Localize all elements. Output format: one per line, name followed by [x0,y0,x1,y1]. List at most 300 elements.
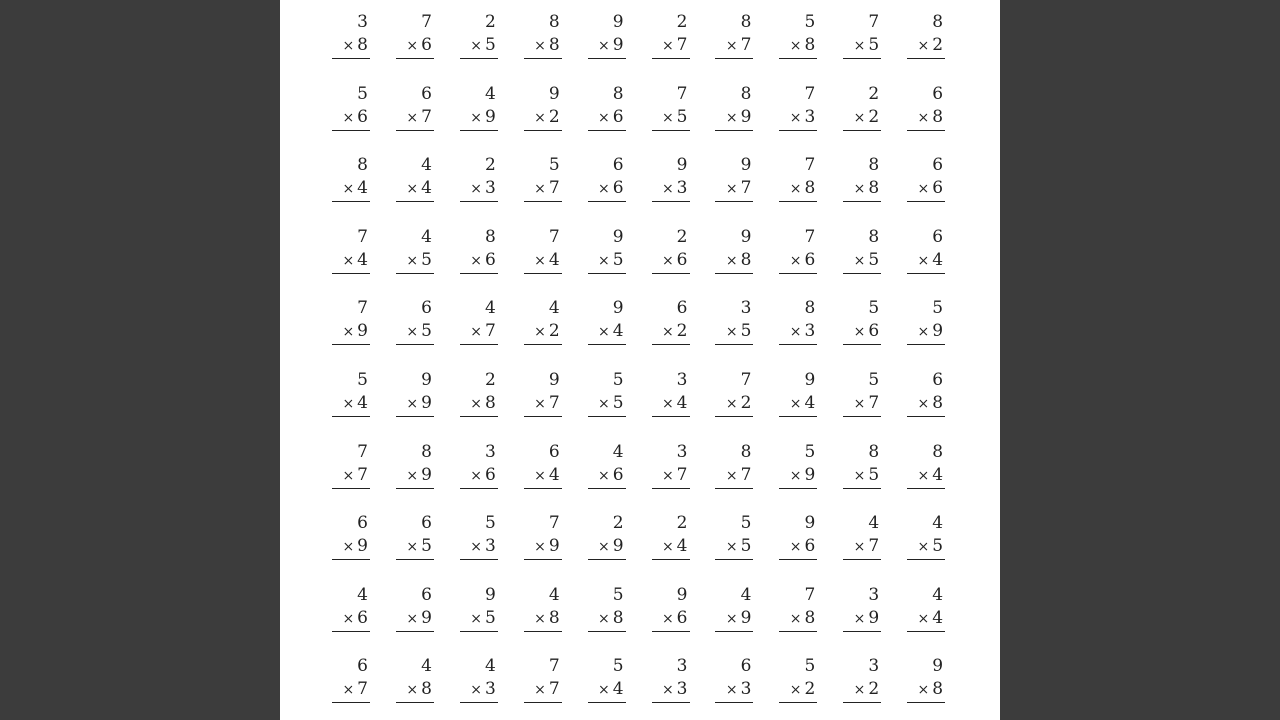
multiplicand: 9 [740,226,752,247]
multiplier: 6 [612,464,624,485]
multiplier-line [406,678,432,701]
multiplication-problem [588,226,626,274]
times-sign: × [917,682,930,699]
times-sign: × [661,324,674,341]
multiplication-problem [779,154,817,202]
times-sign: × [534,181,546,198]
multiplier: 7 [740,35,752,55]
times-sign: × [342,181,355,198]
multiplication-problem [332,226,370,274]
multiplicand: 5 [868,298,880,319]
multiplier: 7 [548,393,560,413]
multiplication-problem [460,584,498,632]
multiplier-line [598,535,624,558]
multiplier-line [534,249,560,272]
answer-rule [524,58,562,59]
multiplication-problem [396,297,434,345]
multiplier-line [406,249,432,272]
multiplicand: 2 [484,155,496,176]
multiplication-problem [588,512,626,560]
multiplier: 8 [421,679,432,700]
multiplier: 3 [804,321,816,342]
multiplicand: 2 [676,226,688,247]
multiplicand: 2 [868,83,880,104]
times-sign: × [661,181,674,198]
multiplier: 4 [932,464,944,485]
multiplier: 8 [868,178,880,199]
multiplication-problem [460,11,498,59]
times-sign: × [661,396,674,412]
multiplicand: 7 [548,513,560,534]
multiplication-problem [779,441,817,489]
answer-rule [524,273,562,274]
answer-rule [524,201,562,202]
multiplier-line [342,535,368,558]
multiplicand: 5 [868,370,880,390]
multiplicand: 2 [676,12,688,32]
multiplication-problem [588,154,626,202]
multiplicand: 9 [676,155,688,176]
multiplier-line [342,678,368,701]
multiplicand: 7 [357,226,368,247]
multiplicand: 4 [932,584,944,605]
multiplicand: 6 [676,298,688,319]
multiplier: 4 [548,249,560,270]
multiplicand: 7 [868,12,880,32]
multiplication-problem [907,369,945,417]
multiplier-line [790,678,816,701]
multiplication-problem [396,441,434,489]
multiplicand: 9 [932,656,944,677]
multiplier-line [406,535,432,558]
answer-rule [715,416,753,417]
times-sign: × [598,396,610,412]
multiplicand: 9 [421,370,432,390]
multiplicand: 9 [548,83,560,104]
multiplication-problem [715,369,753,417]
times-sign: × [342,324,355,341]
multiplicand: 2 [484,12,496,32]
multiplier-line [854,106,880,129]
multiplier: 8 [740,249,752,270]
multiplicand: 7 [548,656,560,677]
multiplier-line [598,607,624,630]
multiplier: 2 [804,679,816,700]
multiplication-problem [524,83,562,131]
multiplicand: 5 [612,584,624,605]
multiplier-line [342,464,368,487]
multiplier: 3 [484,679,496,700]
multiplier: 4 [676,393,688,413]
multiplier: 2 [868,106,880,127]
answer-rule [779,273,817,274]
times-sign: × [342,467,355,484]
multiplier-line [726,464,752,487]
multiplier: 2 [548,106,560,127]
multiplier: 5 [421,321,432,342]
multiplier-line [790,607,816,630]
answer-rule [588,559,626,560]
times-sign: × [725,181,738,198]
multiplication-problem [460,512,498,560]
answer-rule [396,58,434,59]
multiplier-line [662,249,688,272]
multiplier: 8 [357,35,368,55]
multiplicand: 6 [932,370,944,390]
multiplication-problem [779,655,817,703]
multiplication-problem [460,297,498,345]
times-sign: × [406,324,419,341]
multiplicand: 5 [484,513,496,534]
multiplier-line [662,678,688,701]
multiplier-line [342,177,368,200]
multiplier: 5 [868,249,880,270]
times-sign: × [853,38,866,54]
times-sign: × [917,181,930,198]
multiplication-problem [907,83,945,131]
multiplication-problem [524,584,562,632]
multiplier-line [726,392,752,415]
multiplication-problem [524,512,562,560]
multiplier: 8 [612,607,624,628]
multiplication-problem [843,512,881,560]
times-sign: × [406,539,419,556]
multiplication-problem [460,226,498,274]
multiplier-line [598,320,624,343]
multiplicand: 9 [612,298,624,319]
multiplication-problem [332,297,370,345]
times-sign: × [534,324,546,341]
multiplier-line [726,678,752,701]
multiplicand: 4 [740,584,752,605]
times-sign: × [342,539,355,556]
answer-rule [396,344,434,345]
answer-rule [396,702,434,703]
times-sign: × [789,38,802,54]
multiplier: 8 [932,393,944,413]
answer-rule [524,344,562,345]
multiplier: 9 [484,106,496,127]
multiplier: 4 [676,536,688,557]
multiplicand: 4 [421,155,432,176]
times-sign: × [598,467,610,484]
times-sign: × [470,682,482,699]
multiplier: 2 [676,321,688,342]
multiplicand: 8 [932,12,944,32]
multiplicand: 8 [868,155,880,176]
answer-rule [652,201,690,202]
times-sign: × [406,467,419,484]
multiplication-problem [396,226,434,274]
times-sign: × [725,252,738,269]
answer-rule [524,559,562,560]
multiplier: 8 [484,393,496,413]
multiplier-line [790,249,816,272]
multiplier: 4 [932,607,944,628]
times-sign: × [725,109,738,126]
answer-rule [332,58,370,59]
answer-rule [715,702,753,703]
multiplier-line [918,249,944,272]
multiplicand: 2 [484,370,496,390]
multiplication-problem [652,584,690,632]
multiplier-line [406,106,432,129]
multiplier-line [534,320,560,343]
multiplier: 7 [868,393,880,413]
multiplication-problem [588,297,626,345]
times-sign: × [598,610,610,627]
answer-rule [843,488,881,489]
multiplier: 5 [421,249,432,270]
multiplier-line [662,464,688,487]
answer-rule [396,201,434,202]
answer-rule [332,273,370,274]
multiplicand: 4 [932,513,944,534]
times-sign: × [917,38,930,54]
answer-rule [715,559,753,560]
multiplier: 6 [804,536,816,557]
multiplier-line [534,392,560,415]
times-sign: × [342,610,355,627]
multiplicand: 5 [357,370,368,390]
times-sign: × [406,610,419,627]
multiplication-problem [907,512,945,560]
times-sign: × [661,539,674,556]
multiplier-line [726,34,752,57]
multiplicand: 9 [804,513,816,534]
times-sign: × [661,109,674,126]
multiplier-line [726,607,752,630]
multiplier-line [406,464,432,487]
multiplicand: 8 [868,441,880,462]
times-sign: × [470,396,482,412]
answer-rule [524,130,562,131]
multiplier-line [726,535,752,558]
multiplier: 9 [421,607,432,628]
multiplication-problem [779,297,817,345]
multiplier: 8 [548,35,560,55]
times-sign: × [789,181,802,198]
answer-rule [843,201,881,202]
times-sign: × [342,109,355,126]
answer-rule [460,488,498,489]
answer-rule [332,488,370,489]
multiplicand: 5 [804,12,816,32]
multiplier: 7 [421,106,432,127]
multiplier: 4 [612,321,624,342]
multiplication-problem [396,11,434,59]
multiplication-problem [715,154,753,202]
multiplicand: 4 [484,83,496,104]
answer-rule [779,130,817,131]
multiplicand: 2 [612,513,624,534]
answer-rule [907,559,945,560]
times-sign: × [789,467,802,484]
multiplicand: 6 [421,513,432,534]
multiplier-line [790,34,816,57]
multiplier: 9 [421,464,432,485]
times-sign: × [598,181,610,198]
times-sign: × [406,181,419,198]
times-sign: × [725,467,738,484]
multiplicand: 3 [357,12,368,32]
multiplication-problem [524,655,562,703]
times-sign: × [789,682,802,699]
multiplication-problem [460,83,498,131]
multiplier-line [854,678,880,701]
answer-rule [715,631,753,632]
multiplicand: 4 [484,656,496,677]
multiplication-problem [396,584,434,632]
multiplicand: 6 [740,656,752,677]
answer-rule [460,58,498,59]
multiplication-problem [843,369,881,417]
multiplicand: 7 [804,584,816,605]
multiplier-line [470,177,496,200]
times-sign: × [725,396,738,412]
times-sign: × [917,109,930,126]
times-sign: × [917,467,930,484]
multiplier: 3 [676,178,688,199]
answer-rule [332,130,370,131]
multiplier: 5 [421,536,432,557]
multiplier-line [470,464,496,487]
answer-rule [715,130,753,131]
multiplicand: 7 [357,298,368,319]
times-sign: × [470,181,482,198]
multiplier: 2 [740,393,752,413]
times-sign: × [853,109,866,126]
multiplicand: 4 [548,298,560,319]
multiplicand: 8 [548,12,560,32]
multiplicand: 9 [612,226,624,247]
multiplier-line [726,106,752,129]
multiplicand: 9 [676,584,688,605]
multiplication-problem [396,512,434,560]
times-sign: × [661,38,674,54]
multiplicand: 2 [676,513,688,534]
multiplication-problem [332,11,370,59]
times-sign: × [598,682,610,699]
answer-rule [332,344,370,345]
answer-rule [907,58,945,59]
answer-rule [652,58,690,59]
times-sign: × [789,324,802,341]
times-sign: × [789,610,802,627]
multiplication-problem [524,154,562,202]
times-sign: × [470,467,482,484]
multiplier-line [918,535,944,558]
times-sign: × [342,38,355,54]
multiplier: 4 [357,249,368,270]
multiplicand: 5 [932,298,944,319]
multiplier-line [470,535,496,558]
multiplier-line [470,320,496,343]
multiplier-line [918,106,944,129]
multiplicand: 5 [740,513,752,534]
multiplier-line [342,106,368,129]
multiplier-line [854,34,880,57]
times-sign: × [917,252,930,269]
multiplication-problem [715,512,753,560]
multiplier-line [342,320,368,343]
multiplicand: 6 [357,513,368,534]
multiplier: 4 [357,178,368,199]
multiplicand: 3 [740,298,752,319]
times-sign: × [534,396,546,412]
multiplier: 6 [421,35,432,55]
answer-rule [907,201,945,202]
multiplier-line [470,106,496,129]
multiplier: 6 [612,106,624,127]
answer-rule [652,273,690,274]
multiplicand: 4 [612,441,624,462]
multiplier: 4 [612,679,624,700]
answer-rule [652,559,690,560]
times-sign: × [725,682,738,699]
answer-rule [460,273,498,274]
answer-rule [396,631,434,632]
answer-rule [843,702,881,703]
multiplier: 9 [548,536,560,557]
multiplicand: 7 [676,83,688,104]
times-sign: × [789,252,802,269]
multiplicand: 7 [804,83,816,104]
multiplier: 5 [484,607,496,628]
multiplicand: 6 [357,656,368,677]
multiplication-problem [588,11,626,59]
multiplicand: 5 [612,370,624,390]
times-sign: × [598,38,610,54]
multiplier-line [470,249,496,272]
multiplication-problem [332,655,370,703]
multiplication-problem [332,369,370,417]
multiplier: 9 [804,464,816,485]
multiplier: 7 [548,178,560,199]
answer-rule [715,344,753,345]
multiplier-line [662,34,688,57]
answer-rule [460,416,498,417]
multiplier: 7 [868,536,880,557]
multiplication-problem [843,11,881,59]
answer-rule [588,273,626,274]
answer-rule [524,631,562,632]
answer-rule [460,344,498,345]
answer-rule [460,201,498,202]
multiplier: 3 [484,536,496,557]
times-sign: × [661,610,674,627]
multiplier-line [470,34,496,57]
times-sign: × [789,396,802,412]
multiplication-problem [779,512,817,560]
multiplier: 2 [548,321,560,342]
answer-rule [460,631,498,632]
multiplication-problem [715,226,753,274]
multiplier: 7 [740,464,752,485]
multiplicand: 8 [357,155,368,176]
answer-rule [588,416,626,417]
multiplier-line [918,320,944,343]
multiplier: 9 [740,106,752,127]
multiplication-problem [524,11,562,59]
answer-rule [779,58,817,59]
multiplication-problem [588,83,626,131]
multiplier: 3 [740,679,752,700]
multiplicand: 3 [676,656,688,677]
multiplier: 4 [804,393,816,413]
multiplier-line [342,249,368,272]
multiplier-line [662,392,688,415]
